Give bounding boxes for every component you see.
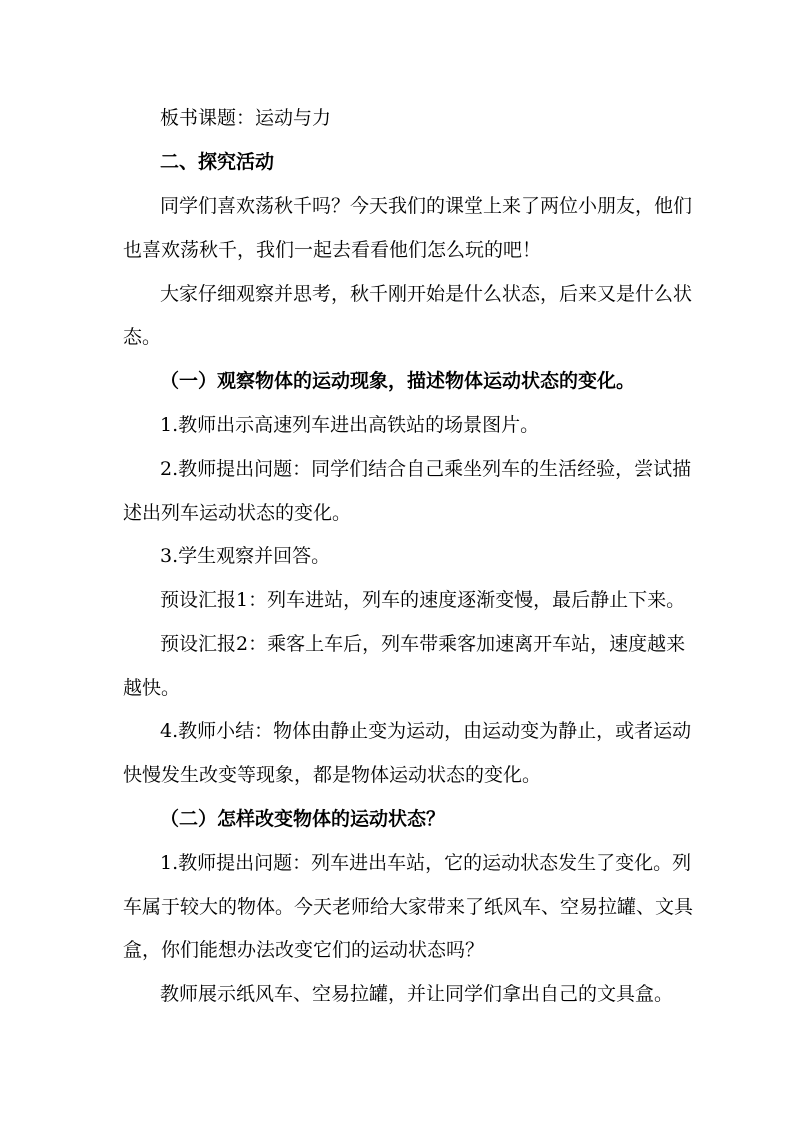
paragraph-line: 盒，你们能想办法改变它们的运动状态吗？ [123,939,485,961]
paragraph-line: 越快。 [123,677,181,699]
paragraph-line: 同学们喜欢荡秋千吗？今天我们的课堂上来了两位小朋友，他们 [160,195,693,217]
paragraph-line: 2.教师提出问题：同学们结合自己乘坐列车的生活经验，尝试描 [160,458,692,480]
lesson-title-line: 板书课题：运动与力 [160,107,332,129]
paragraph-line: 1.教师出示高速列车进出高铁站的场景图片。 [160,414,540,436]
paragraph-line: 大家仔细观察并思考，秋千刚开始是什么状态，后来又是什么状 [160,283,693,305]
paragraph-line: 1.教师提出问题：列车进出车站，它的运动状态发生了变化。列 [160,852,692,874]
subsection-heading-change-motion: （二）怎样改变物体的运动状态？ [160,808,446,830]
paragraph-line: 教师展示纸风车、空易拉罐，并让同学们拿出自己的文具盒。 [160,983,674,1005]
section-heading-explore: 二、探究活动 [160,151,275,173]
paragraph-line: 快慢发生改变等现象，都是物体运动状态的变化。 [123,764,542,786]
paragraph-line: 预设汇报2：乘客上车后，列车带乘客加速离开车站，速度越来 [160,633,686,655]
paragraph-line: 述出列车运动状态的变化。 [123,502,352,524]
subsection-heading-observe: （一）观察物体的运动现象，描述物体运动状态的变化。 [160,370,636,392]
paragraph-line: 态。 [123,326,162,348]
paragraph-line: 也喜欢荡秋千，我们一起去看看他们怎么玩的吧！ [123,239,542,261]
paragraph-line: 车属于较大的物体。今天老师给大家带来了纸风车、空易拉罐、文具 [123,896,694,918]
paragraph-line: 3.学生观察并回答。 [160,545,331,567]
paragraph-line: 4.教师小结：物体由静止变为运动，由运动变为静止，或者运动 [160,720,692,742]
paragraph-line: 预设汇报1：列车进站，列车的速度逐渐变慢，最后静止下来。 [160,589,686,611]
